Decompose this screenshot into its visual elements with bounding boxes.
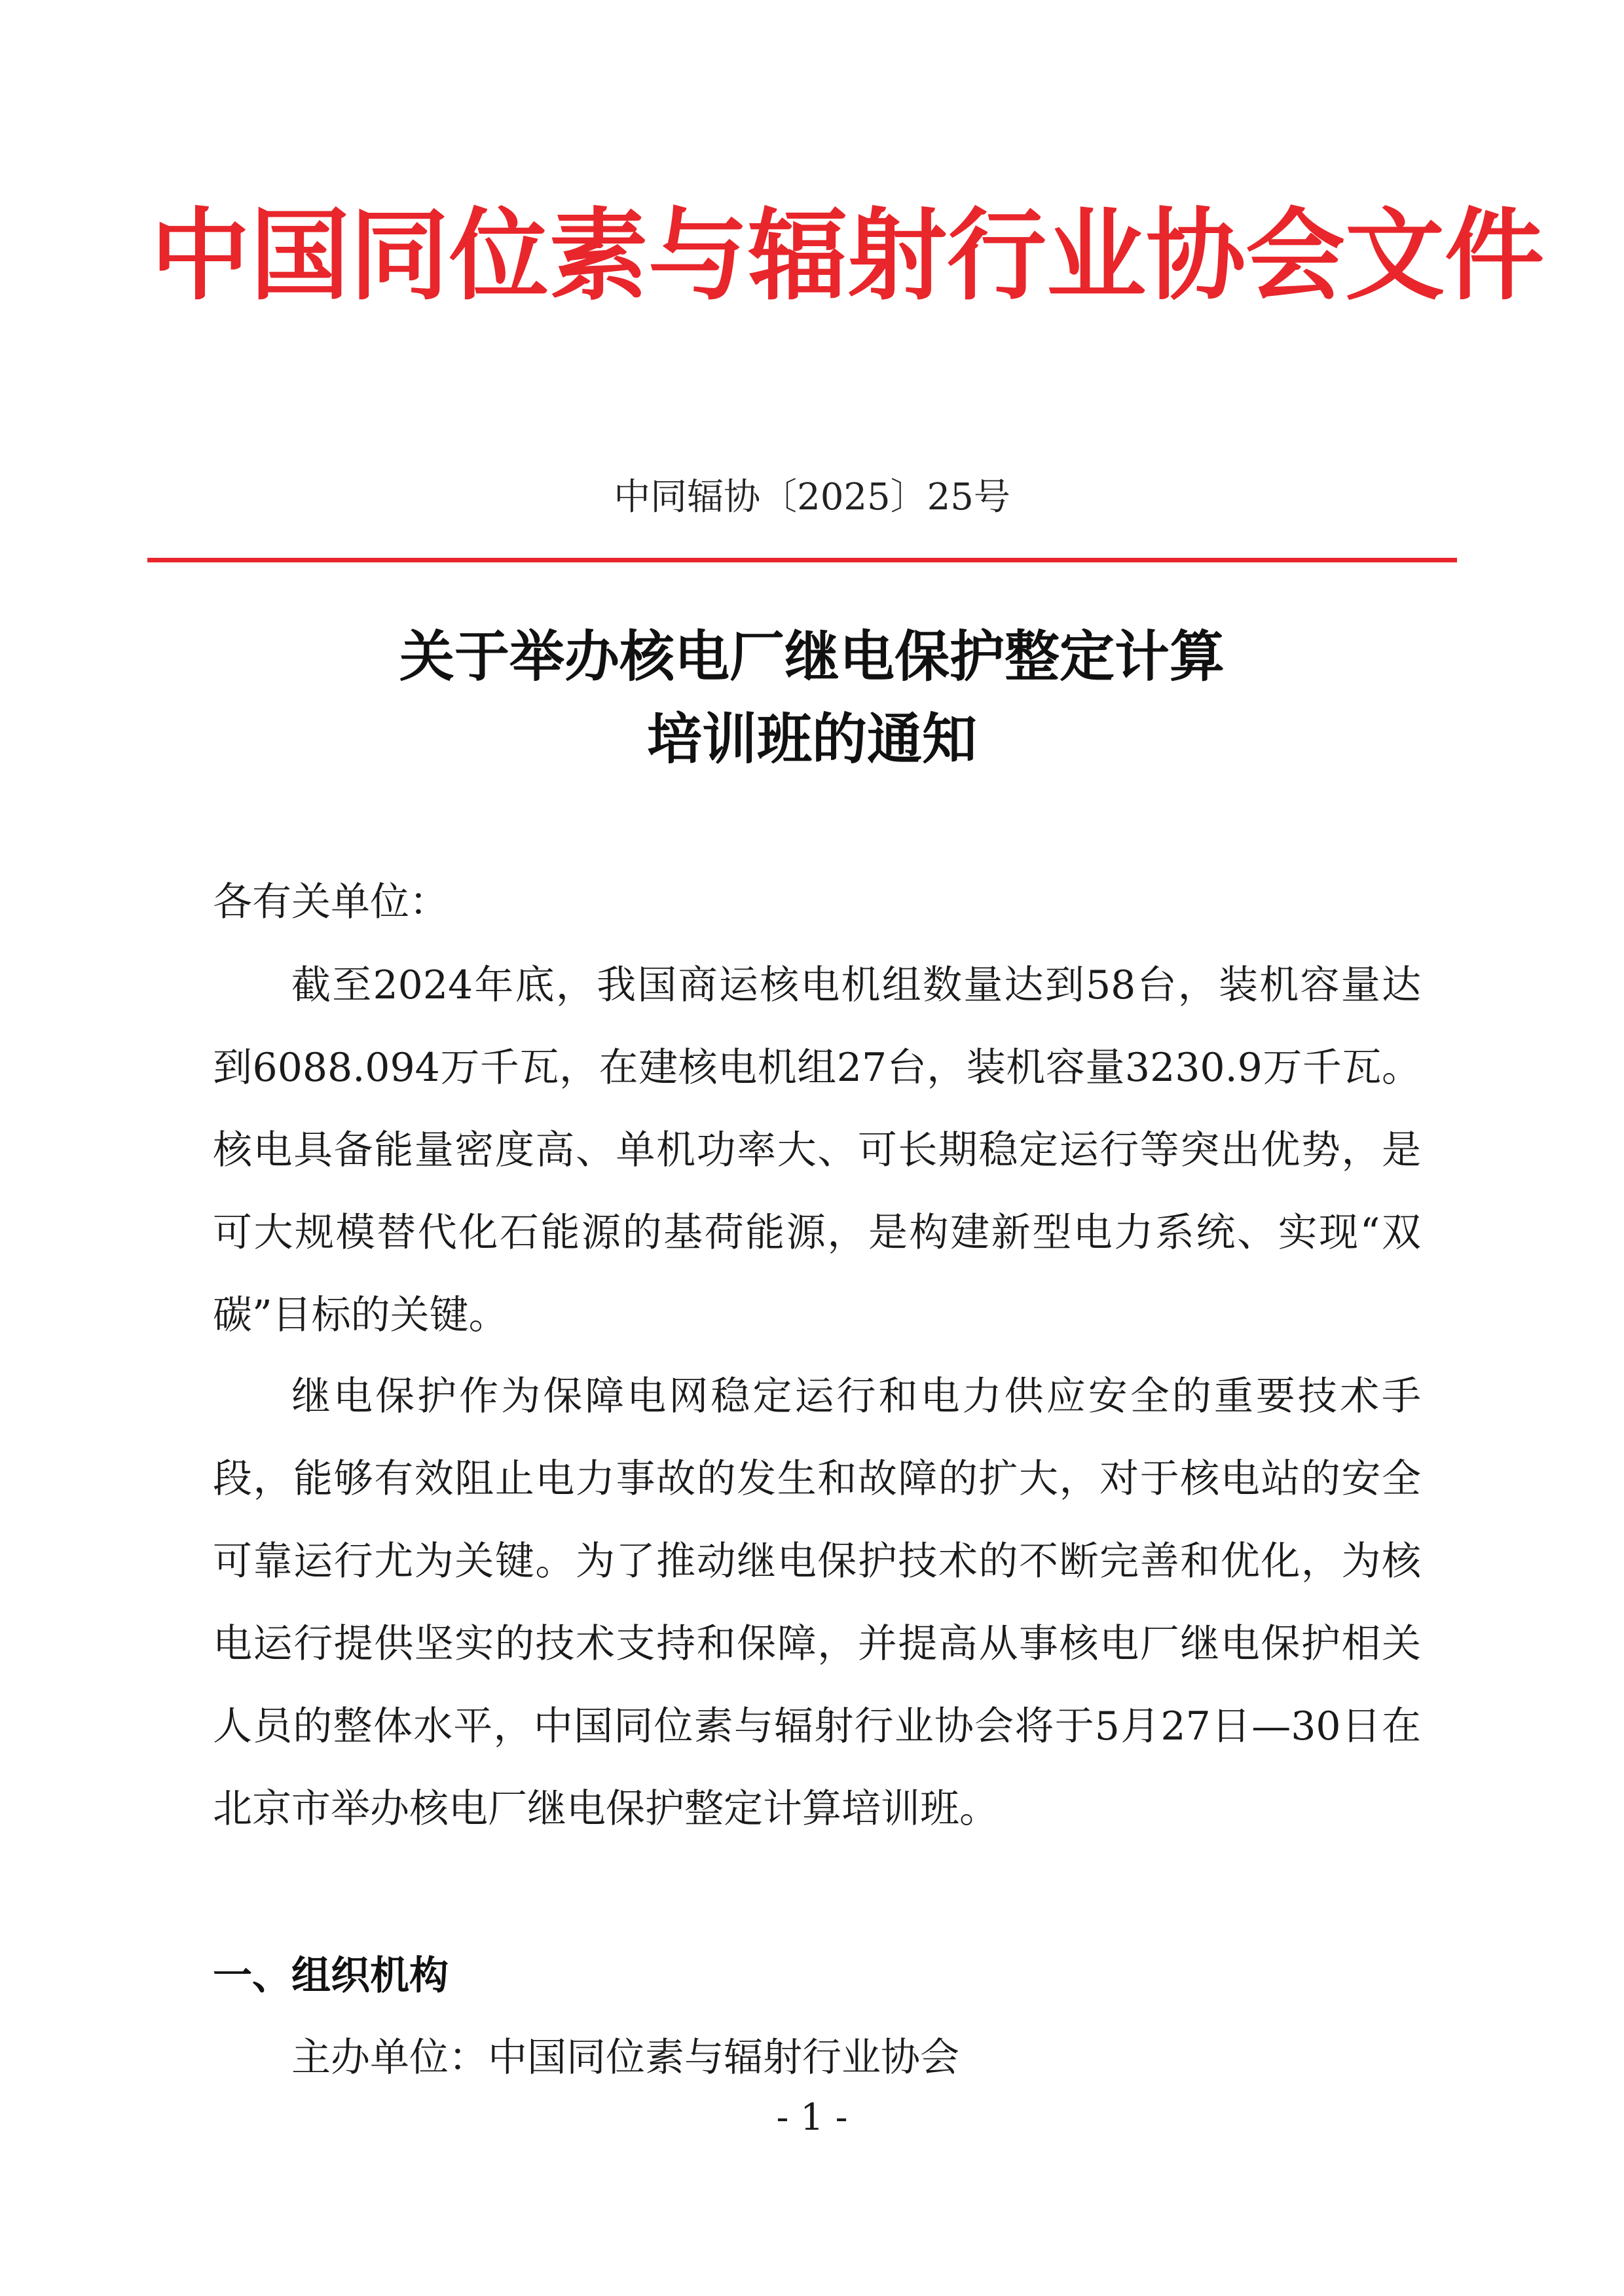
notice-title xyxy=(0,615,1624,780)
body-paragraph-1: 截至2024年底，我国商运核电机组数量达到58台，装机容量达到6088.094万千瓦，在建核电机组27台，装机容量3230.9万千瓦。核电具备能量密度高、单机功率大、可长期稳定运行等突出优势，是可大规模替代化石能源的基荷能源，是构建新型电力系统、实现“双碳”目标的关键。 xyxy=(213,962,1421,1338)
page-number: - 1 - xyxy=(776,2096,848,2139)
section-heading-organization: 一、组织机构 xyxy=(213,1953,449,1999)
body-paragraph-2: 继电保护作为保障电网稳定运行和电力供应安全的重要技术手段，能够有效阻止电力事故的发生和故障的扩大，对于核电站的安全可靠运行尤为关键。为了推动继电保护技术的不断完善和优化，为核电运行提供坚实的技术支持和保障，并提高从事核电厂继电保护相关人员的整体水平，中国同位素与辐射行业协会将于5月27日—30日在北京市举办核电厂继电保护整定计算培训班。 xyxy=(213,1374,1421,1832)
document-number: 中同辐协〔2025〕25号 xyxy=(614,476,1010,519)
salutation: 各有关单位： xyxy=(213,879,449,925)
organizer-line: 主办单位：中国同位素与辐射行业协会 xyxy=(291,2035,959,2081)
document-header-title: 中国同位素与辐射行业协会文件 xyxy=(151,196,1544,314)
notice-title-line-2: 培训班的通知 xyxy=(646,707,977,771)
notice-title-line-1: 关于举办核电厂继电保护整定计算 xyxy=(399,625,1225,689)
header-divider xyxy=(147,558,1457,562)
